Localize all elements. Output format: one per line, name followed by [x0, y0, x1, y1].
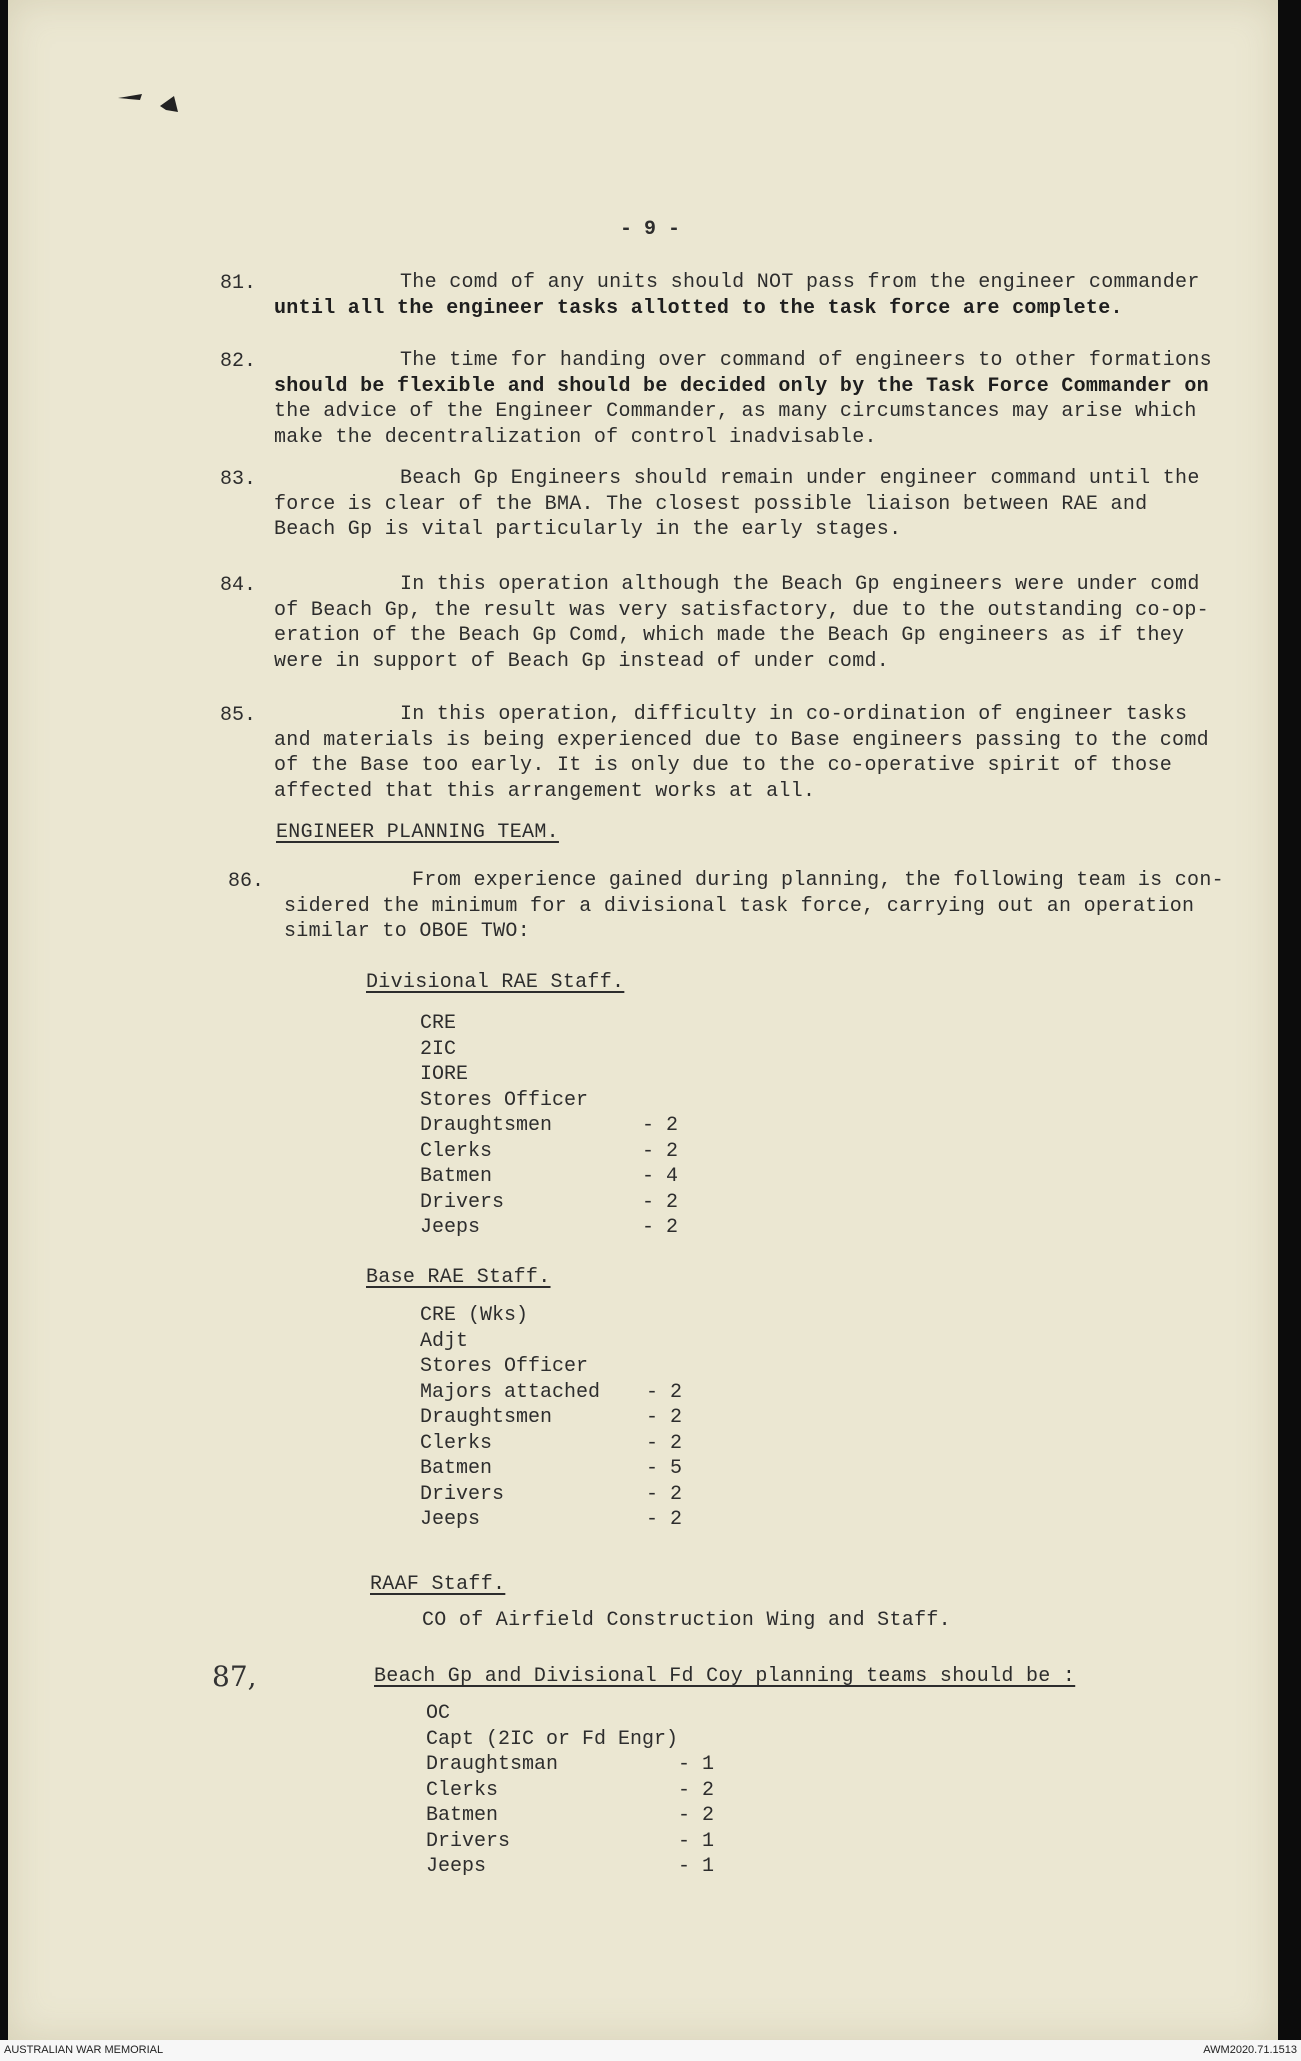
paragraph-line: sidered the minimum for a divisional task force, carrying out an operation: [284, 894, 1195, 918]
staff-count: - 4: [642, 1165, 679, 1188]
staff-role: Batmen: [426, 1804, 499, 1827]
staff-role: Clerks: [420, 1139, 493, 1163]
paragraph-line: eration of the Beach Gp Comd, which made the Beach Gp engineers as if they: [274, 624, 1185, 647]
staff-role: Drivers: [426, 1829, 511, 1853]
staff-role: CRE (Wks): [420, 1304, 529, 1327]
staff-role: Batmen: [420, 1457, 493, 1480]
paragraph-line: The time for handing over command of engineers to other formations: [400, 349, 1212, 372]
raaf-staff-heading: RAAF Staff.: [370, 1573, 506, 1596]
paragraph-number: 82.: [220, 350, 257, 373]
paragraph-number: 86.: [228, 870, 265, 893]
footer-right: AWM2020.71.1513: [1203, 2044, 1297, 2056]
paragraph-line: of Beach Gp, the result was very satisfactory, due to the outstanding co-op-: [274, 598, 1209, 622]
staff-count: - 2: [646, 1482, 683, 1506]
paragraph-line: affected that this arrangement works at all.: [274, 779, 816, 803]
paragraph-line: make the decentralization of control inadvisable.: [274, 425, 877, 449]
raaf-staff-text: CO of Airfield Construction Wing and Staff.: [422, 1609, 951, 1632]
staff-role: Jeeps: [426, 1855, 487, 1878]
staff-count: - 2: [642, 1114, 679, 1137]
section-heading: ENGINEER PLANNING TEAM.: [276, 821, 559, 844]
paragraph-line: until all the engineer tasks allotted to the task force are complete.: [274, 296, 1123, 320]
staff-count: - 2: [646, 1508, 683, 1531]
staff-role: Stores Officer: [420, 1088, 589, 1112]
paragraph-number: 87,: [212, 1660, 257, 1693]
paragraph-line: were in support of Beach Gp instead of under comd.: [274, 649, 890, 673]
paragraph-line: In this operation, difficulty in co-ordination of engineer tasks: [400, 703, 1188, 726]
para87-heading: Beach Gp and Divisional Fd Coy planning teams should be :: [374, 1665, 1076, 1688]
page-number: - 9 -: [620, 218, 681, 241]
paragraph-number: 84.: [220, 574, 257, 597]
staff-count: - 2: [642, 1190, 679, 1214]
paragraph-line: The comd of any units should NOT pass from the engineer commander: [400, 271, 1200, 294]
paragraph-line: the advice of the Engineer Commander, as many circumstances may arise which: [274, 400, 1197, 423]
document-page: [8, 0, 1278, 2040]
paragraph-line: similar to OBOE TWO:: [284, 920, 531, 943]
staff-count: - 5: [646, 1457, 683, 1480]
base-staff-heading: Base RAE Staff.: [366, 1266, 551, 1289]
paragraph-number: 81.: [220, 272, 257, 295]
staff-role: Draughtsman: [426, 1753, 559, 1776]
staff-count: - 2: [678, 1804, 715, 1827]
staff-role: Stores Officer: [420, 1355, 589, 1378]
staff-count: - 2: [646, 1406, 683, 1429]
paragraph-line: and materials is being experienced due to Base engineers passing to the comd: [274, 728, 1209, 752]
staff-count: - 1: [678, 1829, 715, 1853]
staff-role: Draughtsmen: [420, 1114, 553, 1137]
staff-count: - 2: [646, 1431, 683, 1455]
staff-role: Majors attached: [420, 1380, 601, 1404]
paragraph-line: In this operation although the Beach Gp engineers were under comd: [400, 573, 1200, 596]
paragraph-line: Beach Gp Engineers should remain under engineer command until the: [400, 467, 1200, 490]
staff-role: Jeeps: [420, 1508, 481, 1531]
staff-role: Clerks: [420, 1431, 493, 1455]
paragraph-number: 83.: [220, 468, 257, 491]
staff-role: Clerks: [426, 1778, 499, 1802]
staff-role: OC: [426, 1702, 451, 1725]
paragraph-line: From experience gained during planning, the following team is con-: [412, 869, 1224, 892]
staff-role: Drivers: [420, 1482, 505, 1506]
staff-count: - 2: [646, 1380, 683, 1404]
staff-count: - 2: [642, 1216, 679, 1239]
staff-role: 2IC: [420, 1037, 457, 1061]
staff-role: CRE: [420, 1012, 457, 1035]
paragraph-line: of the Base too early. It is only due to the co-operative spirit of those: [274, 754, 1173, 777]
footer-left: AUSTRALIAN WAR MEMORIAL: [4, 2044, 164, 2056]
staff-role: Capt (2IC or Fd Engr): [426, 1727, 679, 1751]
paragraph-number: 85.: [220, 704, 257, 727]
footer: [0, 2040, 1301, 2061]
divisional-staff-heading: Divisional RAE Staff.: [366, 971, 625, 994]
staff-count: - 2: [678, 1778, 715, 1802]
ink-mark: [116, 90, 186, 130]
staff-role: IORE: [420, 1063, 469, 1086]
staff-count: - 1: [678, 1753, 715, 1776]
staff-role: Batmen: [420, 1165, 493, 1188]
paragraph-line: Beach Gp is vital particularly in the early stages.: [274, 518, 902, 541]
staff-role: Adjt: [420, 1329, 469, 1353]
staff-role: Jeeps: [420, 1216, 481, 1239]
paragraph-line: force is clear of the BMA. The closest possible liaison between RAE and: [274, 492, 1148, 516]
staff-count: - 2: [642, 1139, 679, 1163]
staff-role: Drivers: [420, 1190, 505, 1214]
paragraph-line: should be flexible and should be decided only by the Task Force Commander on: [274, 374, 1209, 398]
staff-count: - 1: [678, 1855, 715, 1878]
staff-role: Draughtsmen: [420, 1406, 553, 1429]
